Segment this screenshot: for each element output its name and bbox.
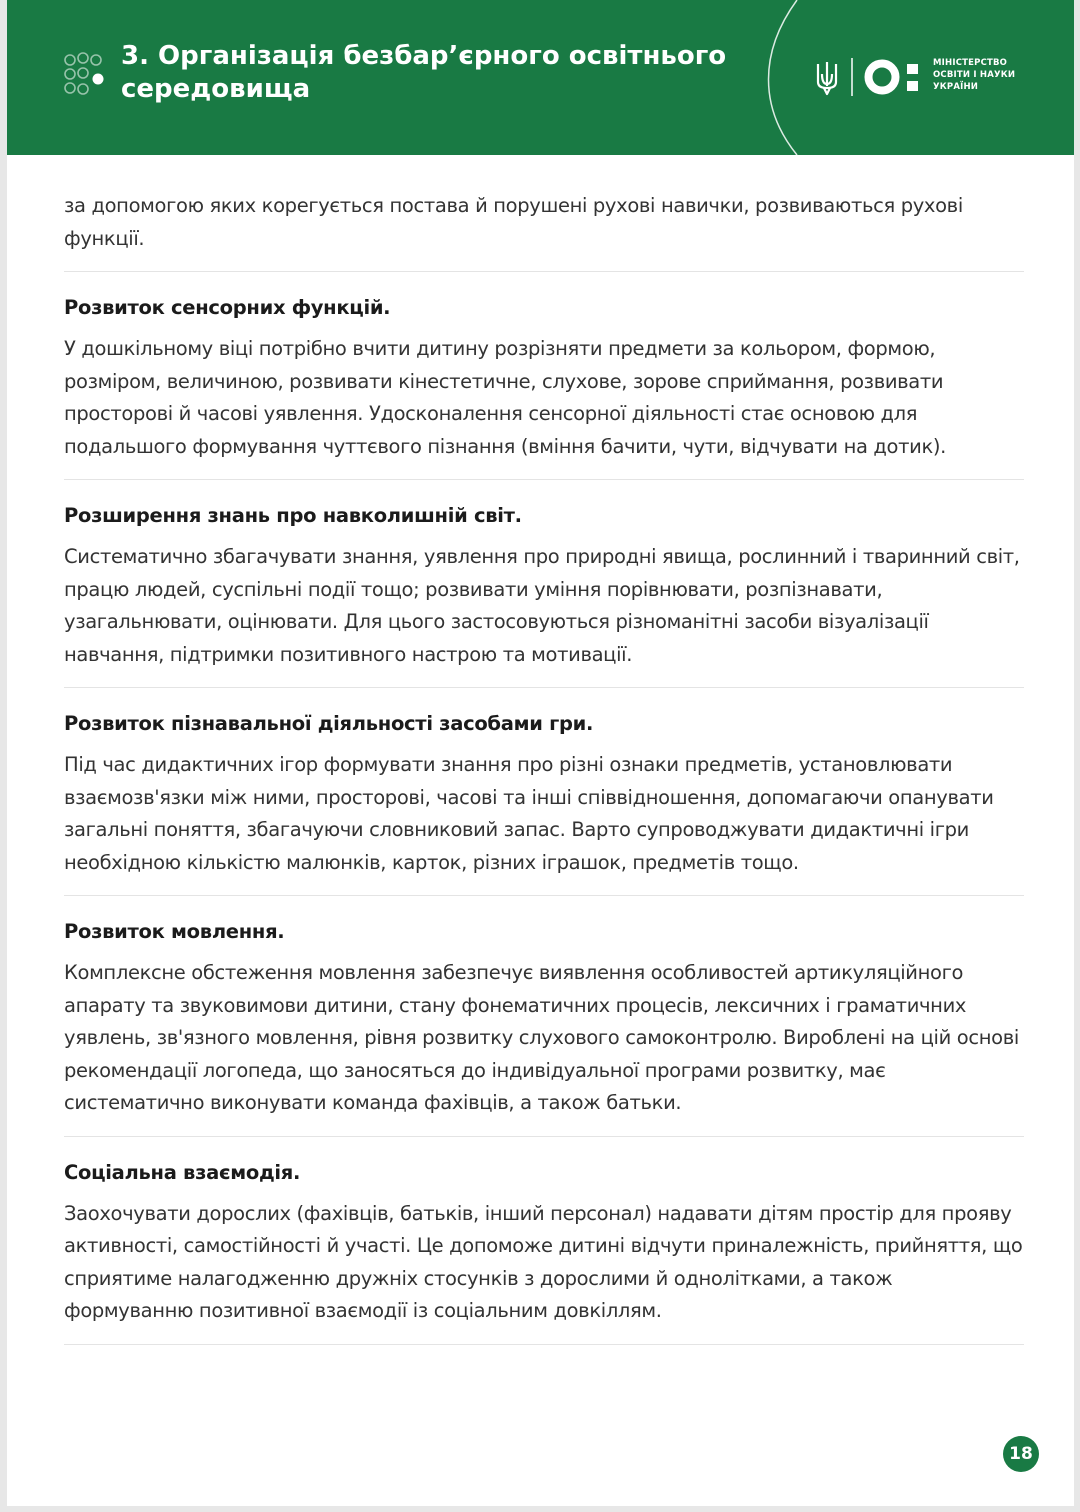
section-title: Соціальна взаємодія.	[64, 1160, 301, 1184]
trident-icon	[815, 60, 839, 96]
section-game-cognition	[64, 710, 1024, 879]
section-dots-icon	[63, 52, 107, 98]
section-text: Комплексне обстеження мовлення забезпечує виявлення особливостей артикуляційного апарату та звуковимови дитини, стану фонематичних процесів, лексичних і граматичних уявлень, зв'язного мовлення, рівня розвитку слухового самоконтролю. Вироблені на цій основі рекомендації логопеда, що заносяться до індивідуальної програми розвитку, має систематично виконувати команда фахівців, а також батьки.	[64, 961, 1019, 1114]
page-title-line-2: середовища	[121, 74, 311, 104]
section-divider	[64, 1136, 1024, 1137]
page-content	[64, 190, 1024, 1367]
ministry-logo-icon	[863, 58, 923, 96]
section-divider	[64, 687, 1024, 688]
ministry-name-line-1: МІНІСТЕРСТВО	[933, 58, 1008, 68]
intro-paragraph: за допомогою яких корегується постава й порушені рухові навички, розвиваються рухові функції.	[64, 194, 963, 250]
ministry-name-line-2: ОСВІТИ І НАУКИ	[933, 70, 1016, 80]
section-divider	[64, 271, 1024, 272]
section-text: Систематично збагачувати знання, уявлення про природні явища, рослинний і тваринний світ, працю людей, суспільні події тощо; розвивати уміння порівнювати, розпізнавати, узагальнювати, оцінювати. Для цього застосовуються різноманітні засоби візуалізації навчання, підтримки позитивного настрою та мотивації.	[64, 545, 1020, 666]
section-divider	[64, 895, 1024, 896]
section-speech	[64, 918, 1024, 1120]
section-title: Розвиток сенсорних функцій.	[64, 296, 391, 319]
document-page	[7, 0, 1074, 1506]
section-title: Розширення знань про навколишній світ.	[64, 504, 522, 527]
page-title	[121, 40, 741, 106]
section-title: Розвиток пізнавальної діяльності засобами гри.	[64, 712, 594, 735]
ministry-name-line-3: УКРАЇНИ	[933, 82, 979, 92]
ministry-name	[933, 57, 1015, 93]
section-divider	[64, 1344, 1024, 1345]
section-divider	[64, 479, 1024, 480]
section-title: Розвиток мовлення.	[64, 920, 285, 943]
section-social	[64, 1159, 1024, 1328]
section-text: Під час дидактичних ігор формувати знання про різні ознаки предметів, установлювати взаємозв'язки між ними, просторові, часові та інші співвідношення, допомагаючи опанувати загальні поняття, збагачуючи словниковий запас. Варто супроводжувати дидактичні ігри необхідною кількістю малюнків, карток, різних іграшок, предметів тощо.	[64, 753, 994, 874]
section-text: Заохочувати дорослих (фахівців, батьків, інший персонал) надавати дітям простір для прояву активності, самостійності й участі. Це допоможе дитині відчути приналежність, прийняття, що сприятиме налагодженню дружніх стосунків з дорослими й однолітками, а також формуванню позитивної взаємодії із соціальним довкіллям.	[64, 1201, 1023, 1322]
section-text: У дошкільному віці потрібно вчити дитину розрізняти предмети за кольором, формою, розміром, величиною, розвивати кінестетичне, слухове, зорове сприймання, розвивати просторові й часові уявлення. Удосконалення сенсорної діяльності стає основою для подальшого формування чуттєвого пізнання (вміння бачити, чути, відчувати на дотик).	[64, 337, 947, 458]
page-title-line-1: 3. Організація безбар’єрного освітнього	[121, 41, 727, 71]
page-header	[7, 0, 1074, 155]
section-sensory	[64, 294, 1024, 463]
logo-divider	[851, 58, 853, 96]
section-world-knowledge	[64, 502, 1024, 671]
page-number-badge: 18	[1003, 1436, 1039, 1472]
